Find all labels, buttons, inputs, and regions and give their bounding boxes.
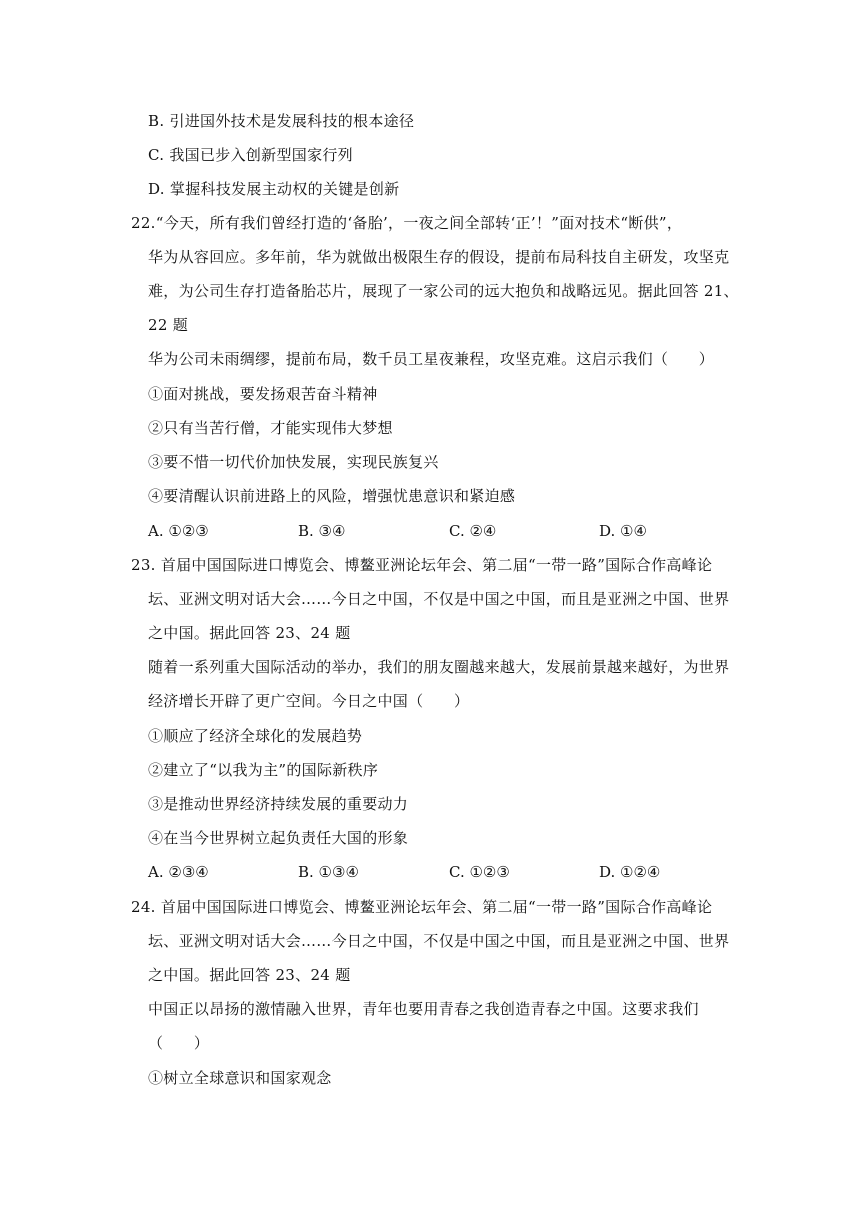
q24-stem-line-3: 之中国。据此回答 23、24 题 bbox=[148, 966, 351, 984]
q22-question: 华为公司未雨绸缪，提前布局，数千员工星夜兼程，攻坚克难。这启示我们（ ） bbox=[148, 350, 715, 368]
q22-statement-4: ④要清醒认识前进路上的风险，增强忧患意识和紧迫感 bbox=[148, 487, 516, 505]
q22-statement-1: ①面对挑战，要发扬艰苦奋斗精神 bbox=[148, 385, 378, 403]
q21-option-d: D. 掌握科技发展主动权的关键是创新 bbox=[148, 180, 400, 198]
q24-question-line-1: 中国正以昂扬的激情融入世界，青年也要用青春之我创造青春之中国。这要求我们 bbox=[148, 1000, 699, 1018]
q23-choice-b: B. ①③④ bbox=[298, 863, 359, 881]
q22-stem-line-2: 华为从容回应。多年前，华为就做出极限生存的假设，提前布局科技自主研发，攻坚克 bbox=[148, 248, 730, 266]
q21-option-b: B. 引进国外技术是发展科技的根本途径 bbox=[148, 112, 415, 130]
q23-stem-line-3: 之中国。据此回答 23、24 题 bbox=[148, 624, 351, 642]
q22-choice-a: A. ①②③ bbox=[148, 522, 209, 540]
q23-stem-line-1: 23. 首届中国国际进口博览会、博鳌亚洲论坛年会、第二届“一带一路”国际合作高峰论 bbox=[131, 556, 713, 574]
q22-stem-line-4: 22 题 bbox=[148, 316, 189, 334]
q23-statement-2: ②建立了“以我为主”的国际新秩序 bbox=[148, 761, 379, 779]
q22-choice-b: B. ③④ bbox=[298, 522, 346, 540]
q22-choice-d: D. ①④ bbox=[599, 522, 647, 540]
q22-choice-c: C. ②④ bbox=[449, 522, 497, 540]
q24-statement-1: ①树立全球意识和国家观念 bbox=[148, 1069, 332, 1087]
q24-stem-line-2: 坛、亚洲文明对话大会……今日之中国，不仅是中国之中国，而且是亚洲之中国、世界 bbox=[148, 932, 730, 950]
q24-stem-line-1: 24. 首届中国国际进口博览会、博鳌亚洲论坛年会、第二届“一带一路”国际合作高峰论 bbox=[131, 898, 713, 916]
q21-option-c: C. 我国已步入创新型国家行列 bbox=[148, 146, 353, 164]
q23-choice-d: D. ①②④ bbox=[599, 863, 661, 881]
q23-question-line-2: 经济增长开辟了更广空间。今日之中国（ ） bbox=[148, 692, 470, 710]
q23-choice-c: C. ①②③ bbox=[449, 863, 510, 881]
q23-statement-3: ③是推动世界经济持续发展的重要动力 bbox=[148, 795, 409, 813]
q23-choices bbox=[148, 862, 728, 882]
q22-stem-line-1: 22.“今天，所有我们曾经打造的‘备胎’，一夜之间全部转‘正’！”面对技术“断供”， bbox=[131, 214, 683, 232]
q22-statement-2: ②只有当苦行僧，才能实现伟大梦想 bbox=[148, 419, 393, 437]
q23-choice-a: A. ②③④ bbox=[148, 863, 209, 881]
q22-stem-line-3: 难，为公司生存打造备胎芯片，展现了一家公司的远大抱负和战略远见。据此回答 21、 bbox=[148, 282, 739, 300]
q23-stem-line-2: 坛、亚洲文明对话大会……今日之中国，不仅是中国之中国，而且是亚洲之中国、世界 bbox=[148, 590, 730, 608]
q22-choices bbox=[148, 521, 728, 541]
q23-statement-1: ①顺应了经济全球化的发展趋势 bbox=[148, 727, 363, 745]
q24-question-line-2: （ ） bbox=[148, 1034, 210, 1052]
q23-question-line-1: 随着一系列重大国际活动的举办，我们的朋友圈越来越大，发展前景越来越好，为世界 bbox=[148, 658, 730, 676]
q22-statement-3: ③要不惜一切代价加快发展，实现民族复兴 bbox=[148, 453, 439, 471]
q23-statement-4: ④在当今世界树立起负责任大国的形象 bbox=[148, 829, 409, 847]
